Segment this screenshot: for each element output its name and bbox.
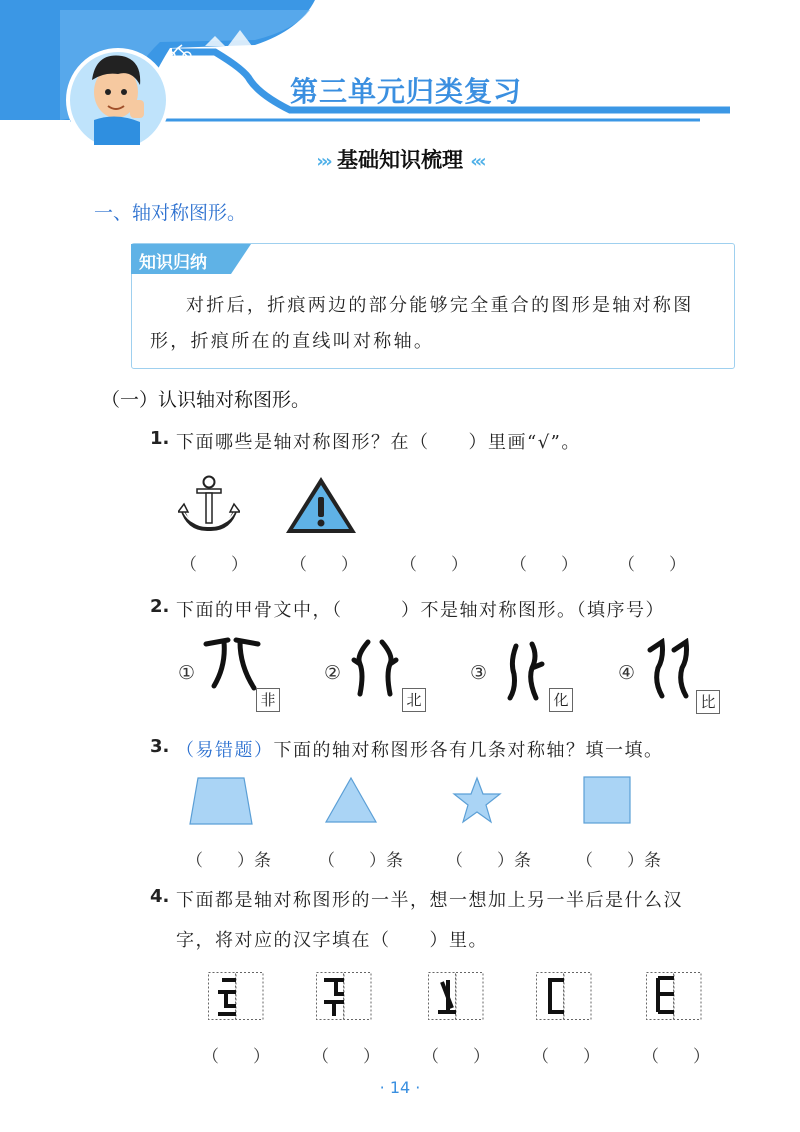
section-title-text: 基础知识梳理 [337,148,463,172]
half-char-1 [208,972,264,1020]
q4-blank-1[interactable]: （ ） [202,1047,270,1067]
q4-text-line1: 下面都是轴对称图形的一半，想一想加上另一半后是什么汉 [176,890,683,911]
q4-text-line2: 字，将对应的汉字填在（ ）里。 [176,930,488,951]
sub-heading: （一）认识轴对称图形。 [101,389,311,411]
knowledge-tag-label: 知识归纳 [139,253,207,273]
square-shape [583,776,631,824]
q3-blank-3[interactable]: （ ）条 [446,851,531,871]
q3-blank-4[interactable]: （ ）条 [576,851,661,871]
chevrons-left: ››› [316,151,330,172]
q4-blank-5[interactable]: （ ） [642,1047,710,1067]
oracle-char-fei-icon [202,636,262,694]
half-char-5 [646,972,702,1020]
boy-thumbs-up-icon [68,50,168,145]
trapezoid-shape [188,776,254,826]
oracle-char-bi-icon [640,638,698,700]
q4-blank-4[interactable]: （ ） [532,1047,600,1067]
q3-blank-1[interactable]: （ ）条 [186,851,271,871]
chevrons-right: ‹‹‹ [470,151,484,172]
oracle-num-2: ② [324,662,342,684]
q4-blank-3[interactable]: （ ） [422,1047,490,1067]
q1-blank-5[interactable]: （ ） [618,555,686,575]
q3-hint: （易错题） [176,740,274,761]
oracle-label-2: 北 [402,688,426,712]
anchor-icon [178,474,240,536]
oracle-char-bei-icon [350,638,400,698]
heading-axial-symmetry: 一、轴对称图形。 [94,202,247,224]
page-number: · 14 · [379,1078,421,1097]
oracle-char-hua-icon [500,640,548,702]
triangle-shape [324,776,378,824]
q1-text: 下面哪些是轴对称图形？在（ ）里画“√”。 [176,432,581,453]
q3-line [176,736,664,762]
q4-number: 4. [150,886,170,907]
q3-text: 下面的轴对称图形各有几条对称轴？填一填。 [273,740,664,761]
oracle-label-1: 非 [256,688,280,712]
q2-text: 下面的甲骨文中，（ ）不是轴对称图形。（填序号） [176,600,665,621]
q1-blank-1[interactable]: （ ） [180,555,248,575]
unit-title: 第三单元归类复习 [290,75,523,108]
oracle-num-1: ① [178,662,196,684]
half-char-4 [536,972,592,1020]
half-char-2 [316,972,372,1020]
q3-number: 3. [150,736,170,757]
q1-number: 1. [150,428,170,449]
half-char-3 [428,972,484,1020]
q1-blank-3[interactable]: （ ） [400,555,468,575]
q3-blank-2[interactable]: （ ）条 [318,851,403,871]
q2-number: 2. [150,596,170,617]
oracle-label-3: 化 [549,688,573,712]
star-shape [452,776,502,824]
q4-blank-2[interactable]: （ ） [312,1047,380,1067]
oracle-label-4: 比 [696,690,720,714]
section-title [0,144,800,174]
q1-blank-2[interactable]: （ ） [290,555,358,575]
q1-blank-4[interactable]: （ ） [510,555,578,575]
oracle-num-4: ④ [618,662,636,684]
warning-triangle-icon [283,474,359,536]
oracle-num-3: ③ [470,662,488,684]
knowledge-text: 对折后，折痕两边的部分能够完全重合的图形是轴对称图形，折痕所在的直线叫对称轴。 [150,295,694,352]
